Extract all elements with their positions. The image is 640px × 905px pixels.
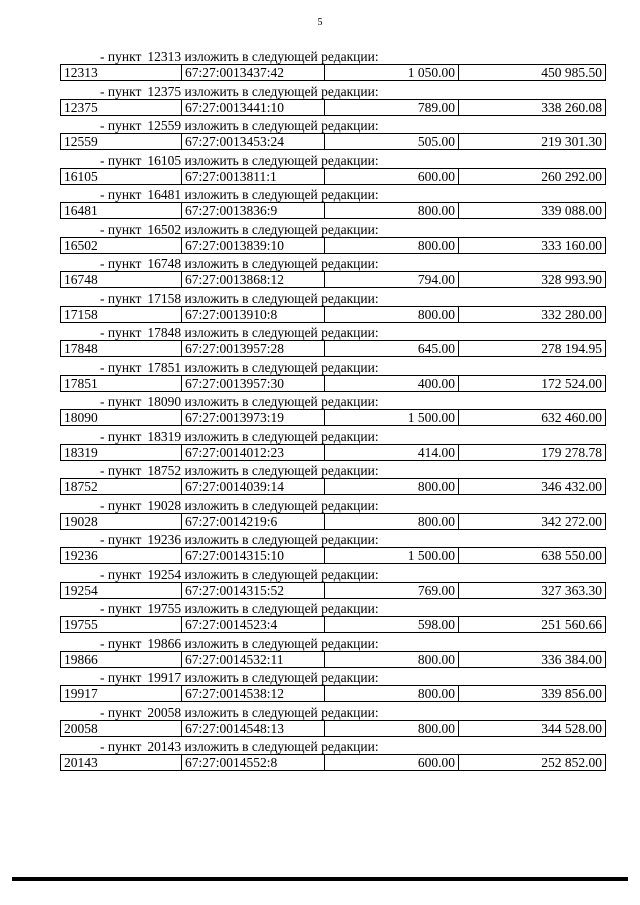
table-row (60, 340, 606, 357)
instruction-prefix: - пункт (100, 739, 142, 754)
instruction-prefix: - пункт (100, 601, 142, 616)
instruction-suffix: изложить в следующей редакции: (184, 532, 379, 547)
cell-area: 800.00 (325, 479, 459, 494)
cell-cadastral-number: 67:27:0014552:8 (182, 755, 325, 770)
amendment-entry (60, 361, 606, 396)
cell-cadastral-number: 67:27:0013839:10 (182, 238, 325, 253)
instruction-prefix: - пункт (100, 532, 142, 547)
cell-cadastral-number: 67:27:0014548:13 (182, 721, 325, 736)
cell-value: 339 856.00 (541, 686, 602, 701)
instruction-prefix: - пункт (100, 394, 142, 409)
cell-area: 800.00 (325, 307, 459, 322)
instruction-prefix: - пункт (100, 428, 142, 444)
cell-area: 600.00 (325, 169, 459, 184)
table-row (60, 64, 606, 81)
page-number: 5 (317, 17, 323, 28)
amendment-list (60, 50, 606, 775)
cell-item-number: 19254 (61, 583, 182, 598)
instruction-prefix: - пункт (100, 187, 142, 202)
cell-value: 339 088.00 (541, 203, 602, 218)
amendment-entry (60, 706, 606, 741)
amendment-instruction (60, 188, 606, 202)
amendment-instruction (60, 292, 606, 306)
cell-cadastral-number: 67:27:0013868:12 (182, 272, 325, 287)
cell-value: 338 260.08 (541, 99, 602, 115)
instruction-suffix: изложить в следующей редакции: (184, 635, 379, 651)
amendment-instruction (60, 395, 606, 409)
amendment-entry (60, 568, 606, 603)
instruction-item-number: 19917 (147, 670, 182, 685)
cell-value: 172 524.00 (541, 375, 602, 391)
amendment-instruction (60, 119, 606, 133)
amendment-instruction (60, 602, 606, 616)
cell-value: 632 460.00 (541, 410, 602, 425)
amendment-instruction (60, 361, 606, 375)
amendment-entry (60, 602, 606, 637)
amendment-instruction (60, 568, 606, 582)
instruction-suffix: изложить в следующей редакции: (184, 118, 379, 133)
instruction-prefix: - пункт (100, 463, 142, 478)
instruction-item-number: 20143 (147, 739, 182, 754)
instruction-prefix: - пункт (100, 497, 142, 513)
cell-item-number: 16502 (61, 238, 182, 253)
amendment-entry (60, 119, 606, 154)
amendment-instruction (60, 326, 606, 340)
amendment-entry (60, 154, 606, 189)
table-row (60, 547, 606, 564)
amendment-entry (60, 85, 606, 120)
cell-cadastral-number: 67:27:0013441:10 (182, 100, 325, 115)
instruction-suffix: изложить в следующей редакции: (184, 566, 379, 582)
amendment-instruction (60, 740, 606, 754)
cell-item-number: 16748 (61, 272, 182, 287)
amendment-instruction (60, 533, 606, 547)
amendment-entry (60, 188, 606, 223)
cell-item-number: 19236 (61, 548, 182, 563)
instruction-prefix: - пункт (100, 290, 142, 306)
cell-cadastral-number: 67:27:0013453:24 (182, 134, 325, 149)
amendment-instruction (60, 706, 606, 720)
table-row (60, 133, 606, 150)
cell-area: 800.00 (325, 721, 459, 736)
instruction-item-number: 17851 (147, 359, 182, 375)
cell-value: 327 363.30 (541, 582, 602, 598)
cell-area: 400.00 (325, 376, 459, 391)
cell-item-number: 19028 (61, 514, 182, 529)
instruction-item-number: 19236 (147, 532, 182, 547)
instruction-suffix: изложить в следующей редакции: (184, 704, 379, 720)
instruction-suffix: изложить в следующей редакции: (184, 152, 379, 168)
table-row (60, 237, 606, 254)
instruction-item-number: 19028 (147, 497, 182, 513)
table-row (60, 720, 606, 737)
cell-area: 1 500.00 (325, 410, 459, 425)
table-row (60, 409, 606, 426)
cell-item-number: 16481 (61, 203, 182, 218)
cell-value: 346 432.00 (541, 479, 602, 494)
instruction-item-number: 12375 (147, 83, 182, 99)
cell-item-number: 20058 (61, 721, 182, 736)
amendment-instruction (60, 464, 606, 478)
cell-cadastral-number: 67:27:0013437:42 (182, 65, 325, 80)
amendment-entry (60, 326, 606, 361)
cell-value: 251 560.66 (541, 617, 602, 632)
cell-cadastral-number: 67:27:0014532:11 (182, 652, 325, 667)
instruction-suffix: изложить в следующей редакции: (184, 359, 379, 375)
table-row (60, 99, 606, 116)
cell-cadastral-number: 67:27:0013957:28 (182, 341, 325, 356)
table-row (60, 754, 606, 771)
cell-item-number: 19917 (61, 686, 182, 701)
cell-area: 800.00 (325, 514, 459, 529)
instruction-prefix: - пункт (100, 635, 142, 651)
amendment-entry (60, 50, 606, 85)
cell-area: 769.00 (325, 583, 459, 598)
cell-item-number: 18090 (61, 410, 182, 425)
cell-cadastral-number: 67:27:0014523:4 (182, 617, 325, 632)
instruction-suffix: изложить в следующей редакции: (184, 187, 379, 202)
amendment-entry (60, 533, 606, 568)
cell-item-number: 12375 (61, 100, 182, 115)
cell-value: 638 550.00 (541, 548, 602, 563)
instruction-item-number: 19866 (147, 635, 182, 651)
instruction-prefix: - пункт (100, 325, 142, 340)
instruction-prefix: - пункт (100, 256, 142, 271)
instruction-prefix: - пункт (100, 83, 142, 99)
cell-item-number: 20143 (61, 755, 182, 770)
instruction-item-number: 19755 (147, 601, 182, 616)
instruction-item-number: 12313 (147, 49, 182, 64)
cell-cadastral-number: 67:27:0014012:23 (182, 445, 325, 460)
cell-area: 1 500.00 (325, 548, 459, 563)
amendment-entry (60, 430, 606, 465)
amendment-entry (60, 223, 606, 258)
amendment-instruction (60, 85, 606, 99)
instruction-item-number: 18090 (147, 394, 182, 409)
amendment-instruction (60, 671, 606, 685)
cell-cadastral-number: 67:27:0013910:8 (182, 307, 325, 322)
instruction-item-number: 19254 (147, 566, 182, 582)
amendment-entry (60, 740, 606, 775)
cell-item-number: 17851 (61, 376, 182, 391)
amendment-entry (60, 257, 606, 292)
cell-area: 645.00 (325, 341, 459, 356)
cell-item-number: 18319 (61, 445, 182, 460)
instruction-suffix: изложить в следующей редакции: (184, 739, 379, 754)
table-row (60, 582, 606, 599)
amendment-instruction (60, 430, 606, 444)
instruction-suffix: изложить в следующей редакции: (184, 394, 379, 409)
instruction-item-number: 16481 (147, 187, 182, 202)
instruction-prefix: - пункт (100, 152, 142, 168)
cell-value: 450 985.50 (541, 65, 602, 80)
instruction-item-number: 16105 (147, 152, 182, 168)
instruction-item-number: 12559 (147, 118, 182, 133)
instruction-item-number: 16748 (147, 256, 182, 271)
table-row (60, 444, 606, 461)
instruction-prefix: - пункт (100, 49, 142, 64)
table-row (60, 478, 606, 495)
cell-area: 800.00 (325, 238, 459, 253)
table-row (60, 168, 606, 185)
amendment-entry (60, 671, 606, 706)
cell-value: 252 852.00 (541, 755, 602, 770)
instruction-item-number: 16502 (147, 221, 182, 237)
amendment-instruction (60, 499, 606, 513)
cell-area: 794.00 (325, 272, 459, 287)
amendment-entry (60, 292, 606, 327)
table-row (60, 375, 606, 392)
amendment-entry (60, 637, 606, 672)
cell-value: 344 528.00 (541, 720, 602, 736)
instruction-suffix: изложить в следующей редакции: (184, 497, 379, 513)
cell-area: 800.00 (325, 203, 459, 218)
bottom-rule (12, 877, 628, 881)
amendment-instruction (60, 637, 606, 651)
instruction-suffix: изложить в следующей редакции: (184, 601, 379, 616)
cell-item-number: 19866 (61, 652, 182, 667)
instruction-item-number: 20058 (147, 704, 182, 720)
instruction-prefix: - пункт (100, 670, 142, 685)
cell-value: 332 280.00 (541, 306, 602, 322)
instruction-prefix: - пункт (100, 221, 142, 237)
cell-area: 800.00 (325, 686, 459, 701)
amendment-instruction (60, 223, 606, 237)
cell-cadastral-number: 67:27:0014315:10 (182, 548, 325, 563)
cell-area: 600.00 (325, 755, 459, 770)
cell-item-number: 12559 (61, 134, 182, 149)
instruction-suffix: изложить в следующей редакции: (184, 221, 379, 237)
instruction-prefix: - пункт (100, 118, 142, 133)
instruction-item-number: 17848 (147, 325, 182, 340)
instruction-item-number: 18319 (147, 428, 182, 444)
instruction-suffix: изложить в следующей редакции: (184, 49, 379, 64)
table-row (60, 685, 606, 702)
instruction-suffix: изложить в следующей редакции: (184, 290, 379, 306)
cell-cadastral-number: 67:27:0014219:6 (182, 514, 325, 529)
table-row (60, 513, 606, 530)
cell-cadastral-number: 67:27:0014315:52 (182, 583, 325, 598)
cell-area: 1 050.00 (325, 65, 459, 80)
cell-item-number: 17158 (61, 307, 182, 322)
amendment-instruction (60, 257, 606, 271)
instruction-item-number: 17158 (147, 290, 182, 306)
cell-area: 505.00 (325, 134, 459, 149)
instruction-suffix: изложить в следующей редакции: (184, 83, 379, 99)
table-row (60, 271, 606, 288)
instruction-suffix: изложить в следующей редакции: (184, 256, 379, 271)
cell-area: 789.00 (325, 100, 459, 115)
instruction-suffix: изложить в следующей редакции: (184, 463, 379, 478)
cell-cadastral-number: 67:27:0013836:9 (182, 203, 325, 218)
cell-value: 278 194.95 (541, 341, 602, 356)
cell-value: 333 160.00 (541, 237, 602, 253)
amendment-entry (60, 395, 606, 430)
cell-value: 219 301.30 (541, 134, 602, 149)
instruction-prefix: - пункт (100, 359, 142, 375)
table-row (60, 306, 606, 323)
cell-area: 800.00 (325, 652, 459, 667)
cell-value: 260 292.00 (541, 168, 602, 184)
table-row (60, 202, 606, 219)
cell-item-number: 16105 (61, 169, 182, 184)
cell-value: 179 278.78 (541, 444, 602, 460)
amendment-entry (60, 499, 606, 534)
cell-area: 414.00 (325, 445, 459, 460)
cell-value: 336 384.00 (541, 651, 602, 667)
instruction-suffix: изложить в следующей редакции: (184, 670, 379, 685)
instruction-suffix: изложить в следующей редакции: (184, 325, 379, 340)
cell-item-number: 17848 (61, 341, 182, 356)
amendment-instruction (60, 50, 606, 64)
cell-value: 342 272.00 (541, 513, 602, 529)
cell-item-number: 18752 (61, 479, 182, 494)
amendment-entry (60, 464, 606, 499)
cell-cadastral-number: 67:27:0013973:19 (182, 410, 325, 425)
cell-cadastral-number: 67:27:0014538:12 (182, 686, 325, 701)
cell-area: 598.00 (325, 617, 459, 632)
cell-cadastral-number: 67:27:0013811:1 (182, 169, 325, 184)
cell-item-number: 12313 (61, 65, 182, 80)
cell-cadastral-number: 67:27:0014039:14 (182, 479, 325, 494)
instruction-item-number: 18752 (147, 463, 182, 478)
cell-value: 328 993.90 (541, 272, 602, 287)
instruction-prefix: - пункт (100, 566, 142, 582)
amendment-instruction (60, 154, 606, 168)
cell-cadastral-number: 67:27:0013957:30 (182, 376, 325, 391)
instruction-prefix: - пункт (100, 704, 142, 720)
instruction-suffix: изложить в следующей редакции: (184, 428, 379, 444)
table-row (60, 651, 606, 668)
table-row (60, 616, 606, 633)
cell-item-number: 19755 (61, 617, 182, 632)
